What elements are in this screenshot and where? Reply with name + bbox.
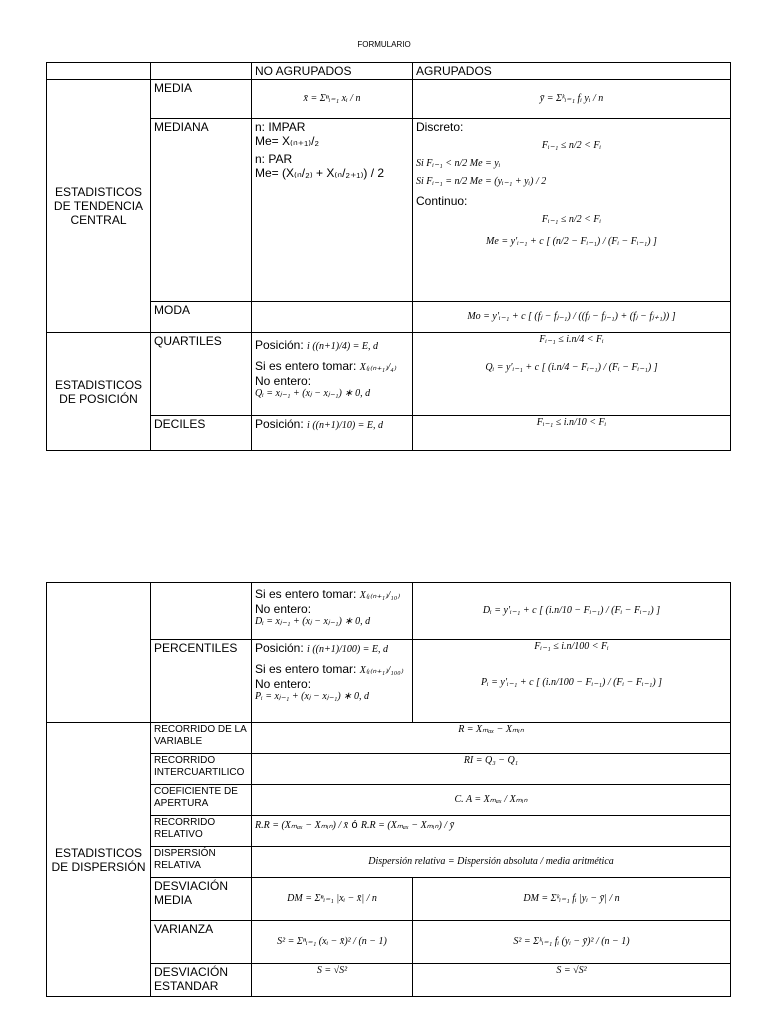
formula: Fᵢ₋₁ ≤ i.n/10 < Fᵢ xyxy=(413,416,731,451)
cell: n: IMPAR Me= X₍ₙ₊₁₎/₂ n: PAR Me= (X₍ₙ/₂₎ + X₍ₙ/₂₊₁₎) / 2 xyxy=(252,119,413,302)
row-label: MODA xyxy=(151,302,252,333)
cell: Posición: i ((n+1)/100) = E, d Si es entero tomar: X₍ᵢ₍ₙ₊₁₎/₁₀₀₎ No entero: Pᵢ = xⱼ₋₁ + (xⱼ − xⱼ₋₁) ∗ 0, d xyxy=(252,640,413,723)
formula: Dᵢ = y′ᵢ₋₁ + c [ (i.n/10 − Fᵢ₋₁) / (Fᵢ − Fᵢ₋₁) ] xyxy=(413,583,731,640)
cell: Discreto: Fᵢ₋₁ ≤ n/2 < Fᵢ Si Fᵢ₋₁ < n/2 Me = yᵢ Si Fᵢ₋₁ = n/2 Me = (yᵢ₋₁ + yᵢ) / 2 Continuo: Fᵢ₋₁ ≤ n/2 < Fᵢ Me = y′ᵢ₋₁ + c [ (n/2 − Fᵢ₋₁) / (Fᵢ − Fᵢ₋₁) ] xyxy=(413,119,731,302)
formula-table-2 xyxy=(46,582,731,997)
formula: Dispersión relativa = Dispersión absoluta / media aritmética xyxy=(252,847,731,878)
row-label: DESVIACIÓN MEDIA xyxy=(151,878,252,921)
formula: S = √S² xyxy=(252,964,413,997)
table-row xyxy=(47,723,731,754)
formula: R = Xₘₐₓ − Xₘᵢₙ xyxy=(252,723,731,754)
formula: C. A = Xₘₐₓ / Xₘᵢₙ xyxy=(252,785,731,816)
formula: RI = Q₃ − Q₁ xyxy=(252,754,731,785)
row-label: RECORRIDO DE LA VARIABLE xyxy=(151,723,252,754)
page-title: FORMULARIO xyxy=(357,40,411,49)
row-label: RECORRIDO INTERCUARTILICO xyxy=(151,754,252,785)
formula: S² = Σᵏᵢ₌₁ fᵢ (yᵢ − ȳ)² / (n − 1) xyxy=(413,921,731,964)
formula: DM = Σᵏᵢ₌₁ fᵢ |yᵢ − ȳ| / n xyxy=(413,878,731,921)
formula: DM = Σⁿᵢ₌₁ |xᵢ − x̄| / n xyxy=(252,878,413,921)
formula: S² = Σⁿᵢ₌₁ (xᵢ − x̄)² / (n − 1) xyxy=(252,921,413,964)
cell: Posición: i ((n+1)/10) = E, d xyxy=(252,416,413,451)
cell: Fᵢ₋₁ ≤ i.n/4 < Fᵢ Qᵢ = y′ᵢ₋₁ + c [ (i.n/4 − Fᵢ₋₁) / (Fᵢ − Fᵢ₋₁) ] xyxy=(413,333,731,416)
row-label: PERCENTILES xyxy=(151,640,252,723)
header-row xyxy=(47,63,731,80)
table-row xyxy=(47,80,731,119)
formula: S = √S² xyxy=(413,964,731,997)
row-label: RECORRIDO RELATIVO xyxy=(151,816,252,847)
table-row xyxy=(47,333,731,416)
row-label: DECILES xyxy=(151,416,252,451)
table-row xyxy=(47,583,731,640)
row-label: MEDIANA xyxy=(151,119,252,302)
header-no-agrupados: NO AGRUPADOS xyxy=(252,63,413,80)
formula: Mo = y′ᵢ₋₁ + c [ (fⱼ − fⱼ₋₁) / ((fⱼ − fⱼ₋₁) + (fⱼ − fⱼ₊₁)) ] xyxy=(413,302,731,333)
row-label: QUARTILES xyxy=(151,333,252,416)
category-tendencia: ESTADISTICOS DE TENDENCIA CENTRAL xyxy=(47,80,151,333)
formula: x̄ = Σⁿᵢ₌₁ xᵢ / n xyxy=(252,80,413,119)
category-posicion: ESTADISTICOS DE POSICIÓN xyxy=(47,333,151,451)
cell: R.R = (Xₘₐₓ − Xₘᵢₙ) / x̄ ó R.R = (Xₘₐₓ − Xₘᵢₙ) / ȳ xyxy=(252,816,731,847)
row-label: MEDIA xyxy=(151,80,252,119)
cell: Fᵢ₋₁ ≤ i.n/100 < Fᵢ Pᵢ = y′ᵢ₋₁ + c [ (i.n/100 − Fᵢ₋₁) / (Fᵢ − Fᵢ₋₁) ] xyxy=(413,640,731,723)
formula: ȳ = Σᵏᵢ₌₁ fᵢ yᵢ / n xyxy=(413,80,731,119)
category-dispersion: ESTADISTICOS DE DISPERSIÓN xyxy=(47,723,151,997)
row-label: DESVIACIÓN ESTANDAR xyxy=(151,964,252,997)
row-label: COEFICIENTE DE APERTURA xyxy=(151,785,252,816)
cell: Si es entero tomar: X₍ᵢ₍ₙ₊₁₎/₁₀₎ No entero: Dᵢ = xⱼ₋₁ + (xⱼ − xⱼ₋₁) ∗ 0, d xyxy=(252,583,413,640)
formula-table-1 xyxy=(46,62,731,451)
row-label: DISPERSIÓN RELATIVA xyxy=(151,847,252,878)
header-agrupados: AGRUPADOS xyxy=(413,63,731,80)
row-label: VARIANZA xyxy=(151,921,252,964)
cell: Posición: i ((n+1)/4) = E, d Si es entero tomar: X₍ᵢ₍ₙ₊₁₎/₄₎ No entero: Qᵢ = xⱼ₋₁ + (xⱼ − xⱼ₋₁) ∗ 0, d xyxy=(252,333,413,416)
